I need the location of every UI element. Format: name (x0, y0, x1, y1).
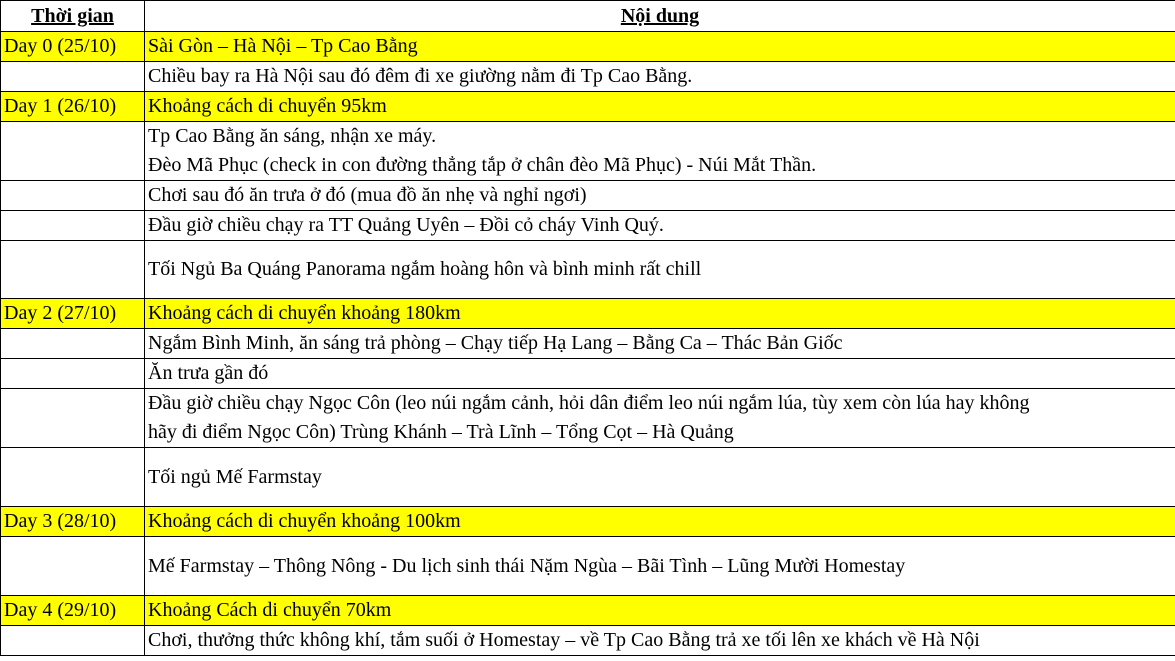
day-title: Khoảng Cách di chuyển 70km (145, 596, 1175, 626)
activity-line: Đèo Mã Phục (check in con đường thẳng tắp ở chân đèo Mã Phục) - Núi Mắt Thần. (148, 154, 817, 176)
empty-time-cell (1, 389, 145, 448)
table-row (1, 241, 1175, 299)
activity-line: Đầu giờ chiều chạy Ngọc Côn (leo núi ngắm cảnh, hỏi dân điểm leo núi ngắm lúa, tùy xem còn lúa hay không (148, 392, 1030, 414)
day-title: Khoảng cách di chuyển khoảng 100km (145, 507, 1175, 537)
activity-cell: Ăn trưa gần đó (145, 359, 1175, 389)
table-row (1, 389, 1175, 448)
table-row (1, 329, 1175, 359)
activity-cell (145, 389, 1175, 448)
header-row (1, 1, 1175, 32)
day-time: Day 2 (27/10) (1, 299, 145, 329)
activity-line: Tp Cao Bằng ăn sáng, nhận xe máy. (148, 125, 437, 147)
empty-time-cell (1, 626, 145, 656)
table-row (1, 359, 1175, 389)
day-title: Khoảng cách di chuyển 95km (145, 92, 1175, 122)
empty-time-cell (1, 329, 145, 359)
table-row (1, 122, 1175, 181)
empty-time-cell (1, 181, 145, 211)
empty-time-cell (1, 448, 145, 507)
day-row (1, 299, 1175, 329)
activity-cell: Chiều bay ra Hà Nội sau đó đêm đi xe giường nằm đi Tp Cao Bằng. (145, 62, 1175, 92)
empty-time-cell (1, 537, 145, 596)
header-time: Thời gian (1, 1, 145, 32)
activity-cell: Chơi, thưởng thức không khí, tắm suối ở Homestay – về Tp Cao Bằng trả xe tối lên xe khách về Hà Nội (145, 626, 1175, 656)
table-row (1, 62, 1175, 92)
empty-time-cell (1, 122, 145, 181)
day-time: Day 3 (28/10) (1, 507, 145, 537)
empty-time-cell (1, 62, 145, 92)
day-time: Day 4 (29/10) (1, 596, 145, 626)
activity-cell: Ngắm Bình Minh, ăn sáng trả phòng – Chạy tiếp Hạ Lang – Bằng Ca – Thác Bản Giốc (145, 329, 1175, 359)
activity-cell: Mế Farmstay – Thông Nông - Du lịch sinh thái Nặm Ngùa – Bãi Tình – Lũng Mười Homestay (145, 537, 1175, 596)
empty-time-cell (1, 241, 145, 299)
day-row (1, 507, 1175, 537)
table-row (1, 537, 1175, 596)
activity-cell: Đầu giờ chiều chạy ra TT Quảng Uyên – Đồi cỏ cháy Vinh Quý. (145, 211, 1175, 241)
table-row (1, 448, 1175, 507)
day-row (1, 32, 1175, 62)
activity-cell (145, 122, 1175, 181)
empty-time-cell (1, 359, 145, 389)
table-row (1, 211, 1175, 241)
day-title: Khoảng cách di chuyển khoảng 180km (145, 299, 1175, 329)
day-row (1, 596, 1175, 626)
activity-cell: Tối Ngủ Ba Quáng Panorama ngắm hoàng hôn và bình minh rất chill (145, 241, 1175, 299)
day-row (1, 92, 1175, 122)
day-title: Sài Gòn – Hà Nội – Tp Cao Bằng (145, 32, 1175, 62)
header-content: Nội dung (145, 1, 1175, 32)
activity-cell: Chơi sau đó ăn trưa ở đó (mua đồ ăn nhẹ và nghỉ ngơi) (145, 181, 1175, 211)
activity-line: hãy đi điểm Ngọc Côn) Trùng Khánh – Trà Lĩnh – Tổng Cọt – Hà Quảng (148, 421, 734, 443)
empty-time-cell (1, 211, 145, 241)
table-row (1, 626, 1175, 656)
table-row (1, 181, 1175, 211)
activity-cell: Tối ngủ Mế Farmstay (145, 448, 1175, 507)
day-time: Day 0 (25/10) (1, 32, 145, 62)
day-time: Day 1 (26/10) (1, 92, 145, 122)
